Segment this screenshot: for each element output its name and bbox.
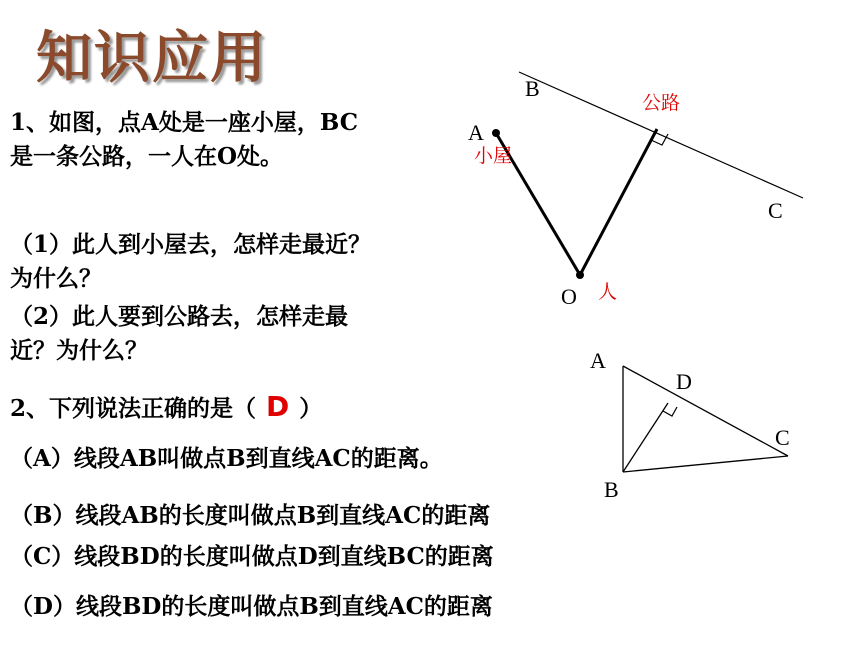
q1-part2-line1: （2）此人要到公路去，怎样走最 <box>10 303 349 330</box>
q2-option-b: （B）线段AB的长度叫做点B到直线AC的距离 <box>10 502 491 529</box>
road-line-bc <box>519 72 803 198</box>
label-house: 小屋 <box>474 145 513 167</box>
q2-option-c: （C）线段BD的长度叫做点D到直线BC的距离 <box>10 543 494 570</box>
label-c: C <box>768 198 783 223</box>
q1-part2-line2: 近？为什么？ <box>10 337 148 364</box>
segment-bc <box>623 456 788 472</box>
point-o-dot <box>576 271 584 279</box>
label-road: 公路 <box>642 92 681 114</box>
point-a-dot <box>492 129 500 137</box>
label-person: 人 <box>598 281 618 303</box>
label-o: O <box>561 284 577 309</box>
label-tri-c: C <box>775 425 790 450</box>
label-tri-d: D <box>676 369 692 394</box>
q1-part1-line2: 为什么？ <box>10 265 102 292</box>
q1-part1-line1: （1）此人到小屋去，怎样走最近？ <box>10 231 372 258</box>
q2-stem-prefix: 2、下列说法正确的是（ <box>10 395 257 422</box>
q2-answer: D <box>266 390 290 423</box>
segment-o-perpendicular <box>580 129 657 275</box>
label-tri-a: A <box>590 348 606 373</box>
q2-option-a: （A）线段AB叫做点B到直线AC的距离。 <box>10 445 443 472</box>
q1-line1: 1、如图，点A处是一座小屋，BC <box>10 109 359 136</box>
q2-stem-suffix: ） <box>299 395 323 422</box>
segment-bd <box>623 403 668 472</box>
label-tri-b: B <box>604 477 619 502</box>
label-b: B <box>525 76 540 101</box>
page-title: 知识应用 <box>36 26 268 91</box>
q2-option-d: （D）线段BD的长度叫做点B到直线AC的距离 <box>10 593 493 620</box>
q1-line2: 是一条公路，一人在O处。 <box>10 143 284 170</box>
segment-ac <box>623 366 788 456</box>
label-a: A <box>468 120 484 145</box>
